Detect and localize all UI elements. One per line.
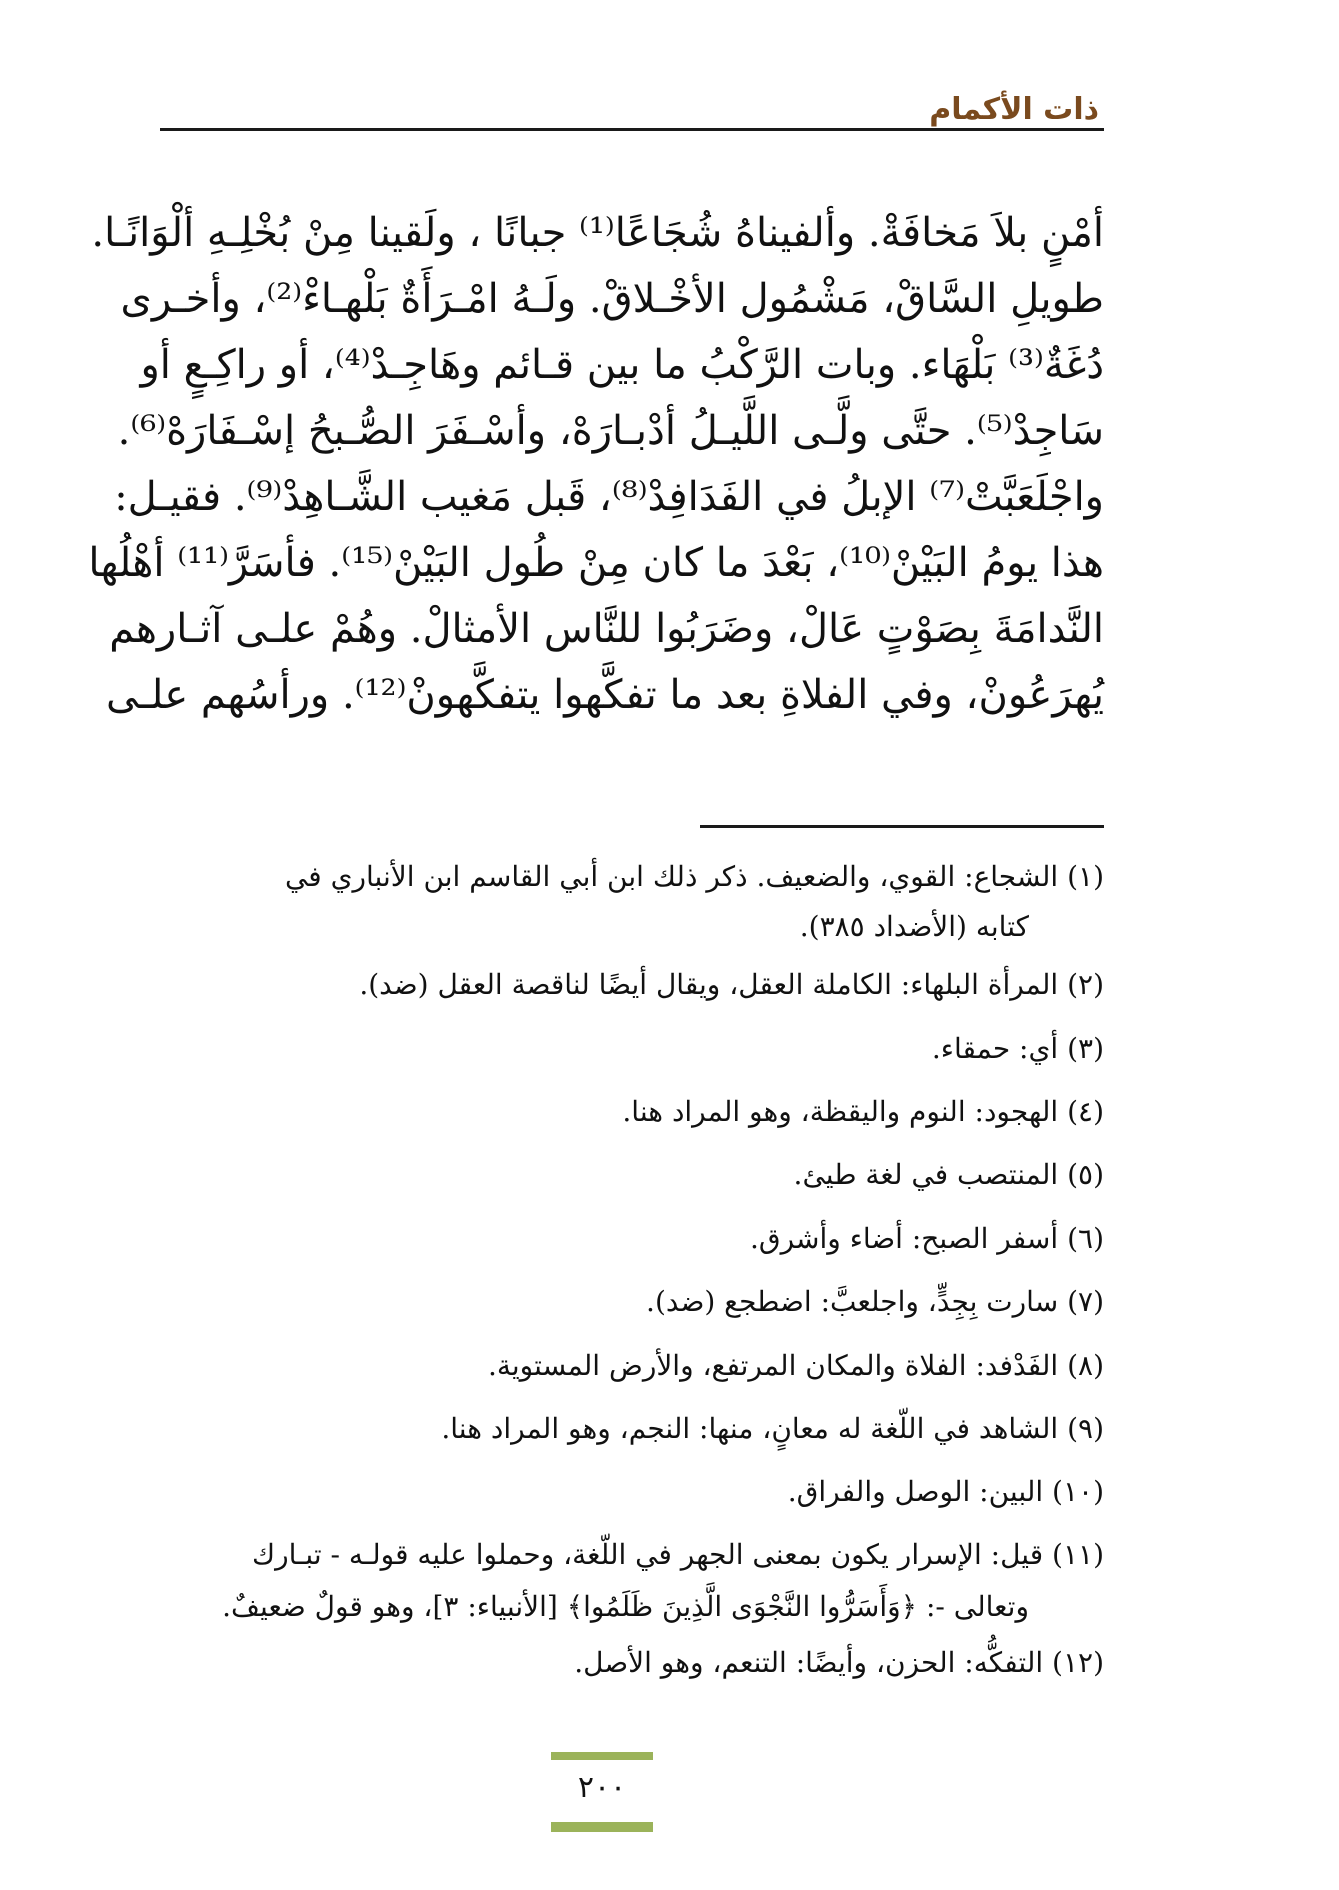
footnote-text: قيل: الإسرار يكون بمعنى الجهر في اللّغة، وحملوا عليه قولـه - تبـارك bbox=[252, 1538, 1044, 1571]
main-text-line: طويلِ السَّاقْ، مَشْمُول الأخْـلاقْ. ولَـهُ امْـرَأَةٌ بَلْهـاءْ⁽²⁾، وأخـرى bbox=[120, 276, 1104, 322]
page-number-bar-top bbox=[551, 1752, 653, 1760]
main-text-body bbox=[88, 200, 1104, 728]
footnote-11 bbox=[160, 1538, 1104, 1571]
footnote-5 bbox=[160, 1158, 1104, 1191]
footnote-text: التفكُّه: الحزن، وأيضًا: التنعم، وهو الأصل. bbox=[574, 1646, 1044, 1679]
footnote-number: (٢) bbox=[1067, 968, 1104, 1001]
footnote-text: الفَدْفد: الفلاة والمكان المرتفع، والأرض المستوية. bbox=[487, 1349, 1059, 1382]
page-number: ٢٠٠ bbox=[577, 1770, 627, 1805]
footnote-text: المنتصب في لغة طيئ. bbox=[793, 1158, 1059, 1191]
footnote-separator bbox=[700, 825, 1104, 828]
footnote-number: (٥) bbox=[1067, 1158, 1104, 1191]
header-rule bbox=[160, 128, 1104, 131]
footnote-8 bbox=[160, 1349, 1104, 1382]
footnote-9 bbox=[160, 1412, 1104, 1445]
footnote-text: المرأة البلهاء: الكاملة العقل، ويقال أيضًا لناقصة العقل (ضد). bbox=[359, 968, 1059, 1001]
footnote-text: أسفر الصبح: أضاء وأشرق. bbox=[749, 1222, 1059, 1255]
footnote-number: (١) bbox=[1067, 860, 1104, 893]
footnote-number: (٧) bbox=[1067, 1285, 1104, 1318]
main-text-line: سَاجِدْ⁽⁵⁾. حتَّى ولَّـى اللَّيـلُ أدْبـارَهْ، وأسْـفَرَ الصُّـبحُ إسْـفَارَهْ⁽⁶⁾. bbox=[117, 408, 1104, 454]
main-text-line: أمْنٍ بلاَ مَخافَةْ. وألفيناهُ شُجَاعًا⁽¹⁾ جبانًا ، ولَقينا مِنْ بُخْلِـهِ ألْوَانًـا. bbox=[91, 210, 1104, 256]
footnote-6 bbox=[160, 1222, 1104, 1255]
running-header-title: ذات الأكمام bbox=[929, 92, 1099, 127]
footnote-7 bbox=[160, 1285, 1104, 1318]
page-number-bar-bottom bbox=[551, 1822, 653, 1832]
footnote-number: (٤) bbox=[1067, 1095, 1104, 1128]
footnote-1 bbox=[160, 860, 1104, 893]
footnote-number: (٣) bbox=[1067, 1032, 1104, 1065]
footnote-12 bbox=[160, 1646, 1104, 1679]
footnote-continuation: وتعالى -: ﴿وَأَسَرُّوا النَّجْوَى الَّذِينَ ظَلَمُوا﴾ [الأنبياء: ٣]، وهو قولٌ ضعيفٌ. bbox=[222, 1590, 1029, 1623]
footnote-3 bbox=[160, 1032, 1104, 1065]
footnote-4 bbox=[160, 1095, 1104, 1128]
footnote-2 bbox=[160, 968, 1104, 1001]
footnote-text: الشجاع: القوي، والضعيف. ذكر ذلك ابن أبي القاسم ابن الأنباري في bbox=[284, 860, 1059, 893]
footnote-text: سارت بِجِدٍّ، واجلعبَّ: اضطجع (ضد). bbox=[646, 1285, 1059, 1318]
main-text-line: دُغَةٌ⁽³⁾ بَلْهَاء. وبات الرَّكْبُ ما بين قـائم وهَاجِـدْ⁽⁴⁾، أو راكِـعٍ أو bbox=[140, 342, 1104, 388]
main-text-line: واجْلَعَبَّتْ⁽⁷⁾ الإبلُ في الفَدَافِدْ⁽⁸⁾، قَبل مَغيب الشَّـاهِدْ⁽⁹⁾. فقيـل: bbox=[114, 474, 1104, 520]
footnote-number: (٩) bbox=[1067, 1412, 1104, 1445]
footnote-number: (١٠) bbox=[1052, 1475, 1104, 1508]
footnote-10 bbox=[160, 1475, 1104, 1508]
main-text-line: النَّدامَةَ بِصَوْتٍ عَالْ، وضَرَبُوا للنَّاس الأمثالْ. وهُمْ علـى آثـارهم bbox=[109, 606, 1104, 652]
footnote-continuation: كتابه (الأضداد ٣٨٥). bbox=[799, 910, 1029, 943]
footnote-text: الشاهد في اللّغة له معانٍ، منها: النجم، وهو المراد هنا. bbox=[441, 1412, 1059, 1445]
main-text-line: يُهرَعُونْ، وفي الفلاةِ بعد ما تفكَّهوا يتفكَّهونْ⁽¹²⁾. ورأسُهم علـى bbox=[106, 672, 1104, 718]
footnote-number: (١٢) bbox=[1052, 1646, 1104, 1679]
main-text-line: هذا يومُ البَيْنْ⁽¹⁰⁾، بَعْدَ ما كان مِنْ طُول البَيْنْ⁽¹⁵⁾. فأسَرَّ⁽¹¹⁾ أهْلُها bbox=[88, 540, 1104, 586]
footnote-text: البين: الوصل والفراق. bbox=[787, 1475, 1044, 1508]
footnote-number: (٦) bbox=[1067, 1222, 1104, 1255]
footnote-text: أي: حمقاء. bbox=[931, 1032, 1059, 1065]
footnote-number: (١١) bbox=[1052, 1538, 1104, 1571]
footnote-text: الهجود: النوم واليقظة، وهو المراد هنا. bbox=[622, 1095, 1059, 1128]
footnote-number: (٨) bbox=[1067, 1349, 1104, 1382]
